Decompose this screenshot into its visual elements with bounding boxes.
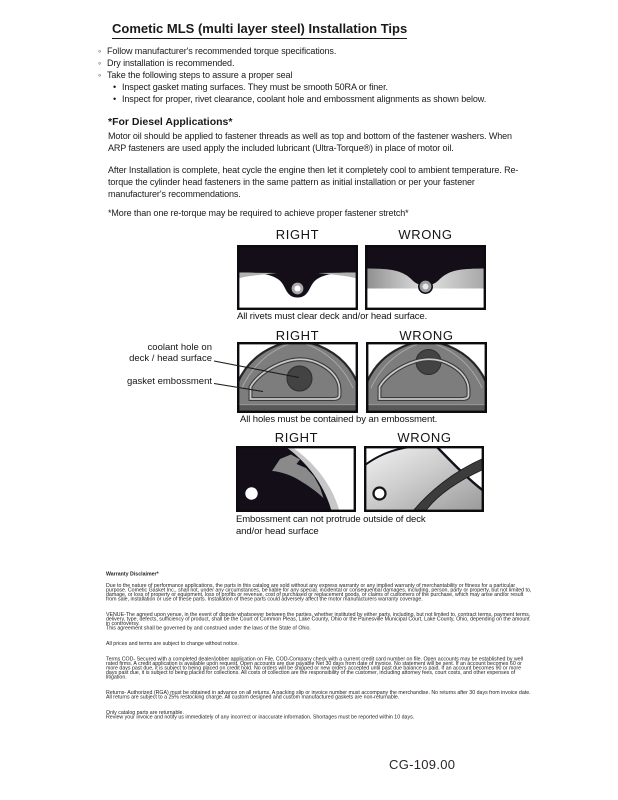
bolt-hole-icon xyxy=(374,488,386,500)
list-item xyxy=(98,45,486,57)
deck-edge-wrong-diagram xyxy=(364,446,484,512)
list-item-text: Inspect gasket mating surfaces. They must be smooth 50RA or finer. xyxy=(122,82,388,92)
dot-bullet-icon xyxy=(113,81,122,93)
open-bullet-icon xyxy=(98,57,107,69)
coolant-hole-icon xyxy=(287,366,312,391)
governing-law-line: This agreement shall be governed by and construed under the laws of the State of Ohio. xyxy=(106,625,311,631)
list-item xyxy=(98,69,486,81)
list-item xyxy=(98,93,486,105)
rivet-right-diagram xyxy=(237,245,358,310)
wrong-label: WRONG xyxy=(397,430,452,445)
embossment-caption: Embossment can not protrude outside of deck and/or head surface xyxy=(236,514,426,537)
right-label: RIGHT xyxy=(275,227,320,242)
deck-edge-right-diagram xyxy=(236,446,356,512)
page-title: Cometic MLS (multi layer steel) Installation Tips xyxy=(112,21,407,39)
diesel-applications-heading: *For Diesel Applications* xyxy=(108,116,233,128)
disclaimer-heading: Warranty Disclaimer* xyxy=(106,571,159,577)
list-item xyxy=(98,81,486,93)
venue-paragraph: VENUE-The agreed upon venue, in the event of dispute whatsoever between the parties, whether instituted by either party, including, but not limited to, contract terms, payment terms, delivery, type, defects, sufficiency of product, shall be the Court of Common Pleas, Lake County, Ohio or the Painesville Municipal Court, Lake County, Ohio, depending on the amount in controversy. xyxy=(106,611,531,627)
bolt-hole-icon xyxy=(245,487,257,499)
list-item xyxy=(98,57,486,69)
wrong-label: WRONG xyxy=(398,227,453,242)
terms-paragraph: Terms COD- Secured with a completed dealer/jobber application on File, COD-Company check with a current credit card number on file. Open accounts may be established by well rated firms. A credit application is available upon request. Open accounts are due payable Net 30 days from date of invoice. No statement will be sent. If an account becomes 60 or more days past due, it is subject to being placed on credit hold. No orders will be shipped or new orders accepted until past due balance is paid. If an account becomes 90 or more days past due, it is subject to being placed for collections. All costs of collection are the responsibility of the customer, including attorney fees, court costs, and other expenses of litigation. xyxy=(106,656,523,680)
list-item-text: Take the following steps to assure a proper seal xyxy=(107,70,293,80)
list-item-text: Dry installation is recommended. xyxy=(107,58,235,68)
holes-caption: All holes must be contained by an embossment. xyxy=(240,414,438,425)
open-bullet-icon xyxy=(98,69,107,81)
motor-oil-paragraph: Motor oil should be applied to fastener threads as well as top and bottom of the fastener washers. When ARP fasteners are used apply the included lubricant (Ultra-Torque®) in place of motor oil. xyxy=(108,131,512,153)
review-invoice-line: Review your invoice and notify us immediately of any incorrect or inaccurate information. Shortages must be reported within 10 days. xyxy=(106,714,415,720)
disclaimer-paragraph: Due to the nature of performance applications, the parts in this catalog are sold without any express warranty or any implied warranty of merchantability or fitness for a particular purpose. Cometic Gasket Inc., shall not, under any circumstances, be liable for any special, incidental or consequential damages, including, person, party or property, but not limited to, damage, or loss of property or equipment, loss of profits or revenue, cost of purchased or replacement goods, or claims of customers of the purchase, which may arise and/or result from sale, installation or use of these parts. Installation of these parts could adversely affect the motor manufacturers warranty coverage. xyxy=(106,582,532,602)
gasket-embossment-label: gasket embossment xyxy=(126,376,212,387)
open-bullet-icon xyxy=(98,45,107,57)
retorque-paragraph: After Installation is complete, heat cycle the engine then let it completely cool to ambient temperature. Re-torque the cylinder head fasteners in the same pattern as initial installation or per your fastener manufacturer's recommendations. xyxy=(108,165,519,199)
embossment-right-diagram xyxy=(237,342,358,413)
returns-paragraph: Returns- Authorized (RGA) must be obtained in advance on all returns. A packing slip or invoice number must accompany the merchandise. No returns after 30 days from invoice date. All returns are subject to a 25% restocking charge. All custom designed and custom manufactured gaskets are non-returnable. xyxy=(106,689,531,700)
prices-line: All prices and terms are subject to change without notice. xyxy=(106,640,239,647)
right-label: RIGHT xyxy=(274,430,319,445)
list-item-text: Follow manufacturer's recommended torque specifications. xyxy=(107,46,337,56)
retorque-note: *More than one re-torque may be required to achieve proper fastener stretch* xyxy=(108,208,409,218)
warranty-disclaimer xyxy=(106,572,532,731)
rivets-caption: All rivets must clear deck and/or head surface. xyxy=(237,311,428,322)
document-code: CG-109.00 xyxy=(389,757,456,772)
right-label: RIGHT xyxy=(275,328,320,343)
list-item-text: Inspect for proper, rivet clearance, coolant hole and embossment alignments as shown below. xyxy=(122,94,487,104)
catalog-returnable-line: Only catalog parts are returnable. xyxy=(106,709,184,716)
wrong-label: WRONG xyxy=(399,328,454,343)
coolant-hole-label: coolant hole on deck / head surface xyxy=(129,342,212,364)
rivet-wrong-diagram xyxy=(365,245,486,310)
embossment-wrong-diagram xyxy=(366,342,487,413)
dot-bullet-icon xyxy=(113,93,122,105)
installation-tips-list xyxy=(98,45,486,105)
